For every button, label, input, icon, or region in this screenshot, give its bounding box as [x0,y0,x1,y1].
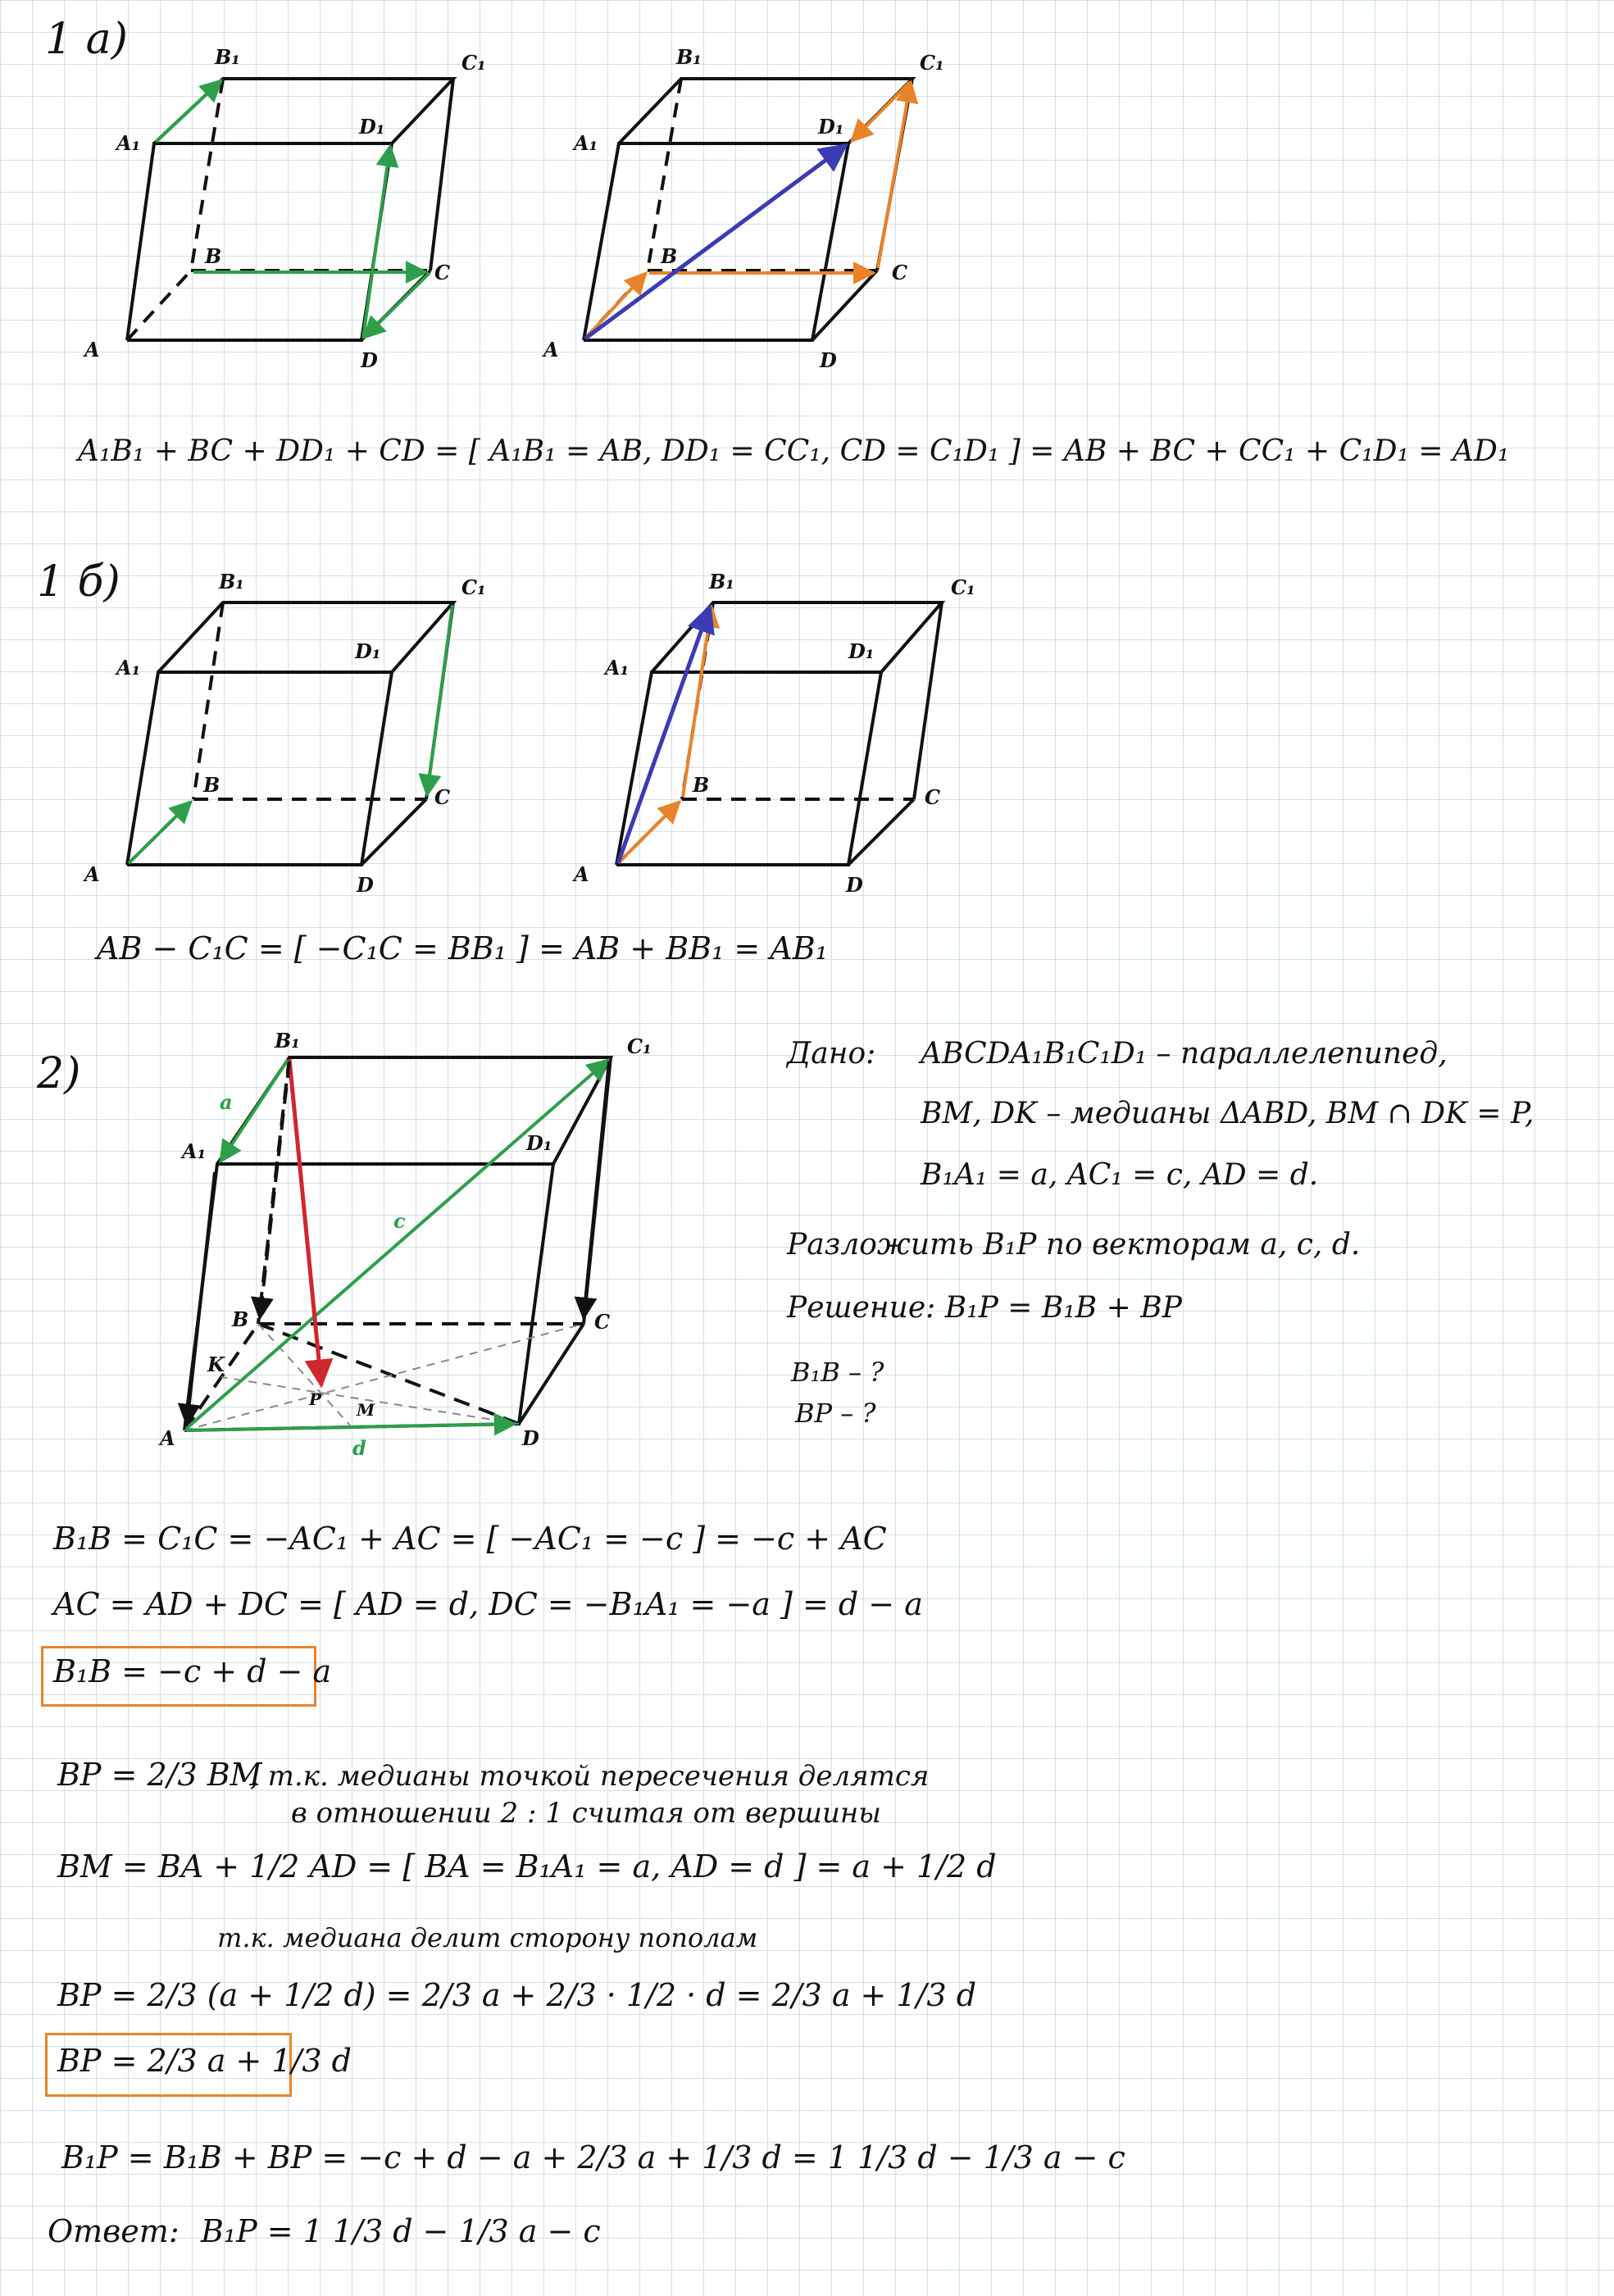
vertex-label-b: B [203,773,221,797]
solution-line-5: BM = BA + 1/2 AD = [ BA = B₁A₁ = a, AD = d ] = a + 1/2 d [57,1848,997,1885]
given-line-2: BM, DK – медианы ΔABD, BM ∩ DK = P, [921,1097,1534,1130]
vertex-label-d: D [361,348,378,372]
vertex-label-k: K [207,1353,225,1376]
vertex-label-b1: B₁ [709,570,734,593]
task-line: Разложить B₁P по векторам a, c, d. [787,1228,1361,1262]
vertex-label-m: M [357,1400,375,1420]
solution-line-6: BP = 2/3 (a + 1/2 d) = 2/3 a + 2/3 · 1/2 · d = 2/3 a + 1/3 d [57,1977,977,2013]
vertex-label-a: A [574,862,589,886]
vertex-label-a: A [84,338,100,361]
vertex-label-d1: D₁ [359,115,385,139]
solution-line-2: AC = AD + DC = [ AD = d, DC = −B₁A₁ = −a ] = d − a [53,1586,923,1622]
solution-note-4a: , т.к. медианы точкой пересечения делятся [250,1760,930,1793]
vertex-label-b: B [232,1307,249,1331]
vector-label-a: a [220,1090,233,1114]
given-line-1: ABCDA₁B₁C₁D₁ – параллелепипед, [921,1037,1448,1071]
vector-label-c: c [393,1209,406,1233]
vertex-label-c: C [594,1310,611,1334]
vertex-label-b: B [205,244,222,268]
vertex-label-a1: A₁ [116,656,141,680]
vertex-label-c1: C₁ [627,1034,652,1058]
solution-line-1: B₁B = C₁C = −AC₁ + AC = [ −AC₁ = −c ] = −c + AC [53,1521,887,1557]
vectors-2 [186,1059,609,1430]
parallelepiped-1b-left [127,602,453,865]
solution-note-5: т.к. медиана делит сторону пополам [217,1922,758,1953]
vectors-1a-left [156,80,430,338]
parallelepiped-1a-left [127,79,453,340]
vector-label-d: d [352,1436,366,1460]
vertex-label-c1: C₁ [461,51,486,75]
solution-line-8: B₁P = B₁B + BP = −c + d − a + 2/3 a + 1/3 d = 1 1/3 d − 1/3 a − c [61,2139,1125,2176]
vertex-label-a1: A₁ [116,131,141,155]
vertex-label-c: C [434,261,451,284]
vertex-label-c: C [925,785,941,809]
equation-1b: AB − C₁C = [ −C₁C = BB₁ ] = AB + BB₁ = AB₁ [97,930,828,966]
question-bp: BP – ? [795,1398,876,1429]
vertex-label-d: D [357,873,374,897]
vertex-label-c1: C₁ [461,575,486,599]
vertex-label-b1: B₁ [215,45,240,69]
vertex-label-a1: A₁ [574,131,598,155]
vertex-label-d1: D₁ [848,639,875,663]
answer-value: B₁P = 1 1/3 d − 1/3 a − c [201,2213,601,2249]
vertex-label-c: C [434,785,451,809]
vectors-1a-right [585,82,911,339]
vertex-label-d1: D₁ [526,1131,552,1155]
question-b1b: B₁B – ? [791,1357,884,1388]
solution-line-4: BP = 2/3 BM [57,1757,262,1793]
solution-line: Решение: B₁P = B₁B + BP [787,1291,1182,1325]
vectors-1b-right [618,607,712,863]
answer-label: Ответ: [48,2213,180,2249]
vertex-label-b1: B₁ [676,45,702,69]
solution-line-3: B₁B = −c + d − a [53,1653,332,1689]
vertex-label-p: P [309,1389,322,1409]
section-2-heading: 2) [37,1049,81,1098]
vertex-label-b1: B₁ [275,1029,300,1053]
vertex-label-a: A [84,862,100,886]
vertex-label-d: D [522,1426,539,1450]
given-line-3: B₁A₁ = a, AC₁ = c, AD = d. [921,1158,1319,1192]
vertex-label-c1: C₁ [951,575,975,599]
vectors-1b-left [129,605,452,863]
vertex-label-c1: C₁ [920,51,944,75]
vertex-label-d1: D₁ [818,115,844,139]
vertex-label-a1: A₁ [182,1139,207,1163]
vertex-label-d1: D₁ [355,639,381,663]
equation-1a: A₁B₁ + BC + DD₁ + CD = [ A₁B₁ = AB, DD₁ = CC₁, CD = C₁D₁ ] = AB + BC + CC₁ + C₁D₁ = AD₁ [78,434,1510,468]
solution-note-4b: в отношении 2 : 1 считая от вершины [291,1797,881,1830]
vertex-label-b: B [693,773,710,797]
section-1b-heading: 1 б) [37,557,120,607]
vertex-label-d: D [846,873,863,897]
vertex-label-a: A [160,1426,175,1450]
vertex-label-a: A [543,338,559,361]
vertex-label-b1: B₁ [219,570,244,593]
section-1a-heading: 1 а) [45,15,128,64]
vertex-label-d: D [820,348,837,372]
solution-line-7: BP = 2/3 a + 1/3 d [57,2043,352,2079]
vertex-label-c: C [892,261,908,284]
given-label: Дано: [787,1037,876,1071]
vertex-label-b: B [661,244,678,268]
vertex-label-a1: A₁ [605,656,630,680]
